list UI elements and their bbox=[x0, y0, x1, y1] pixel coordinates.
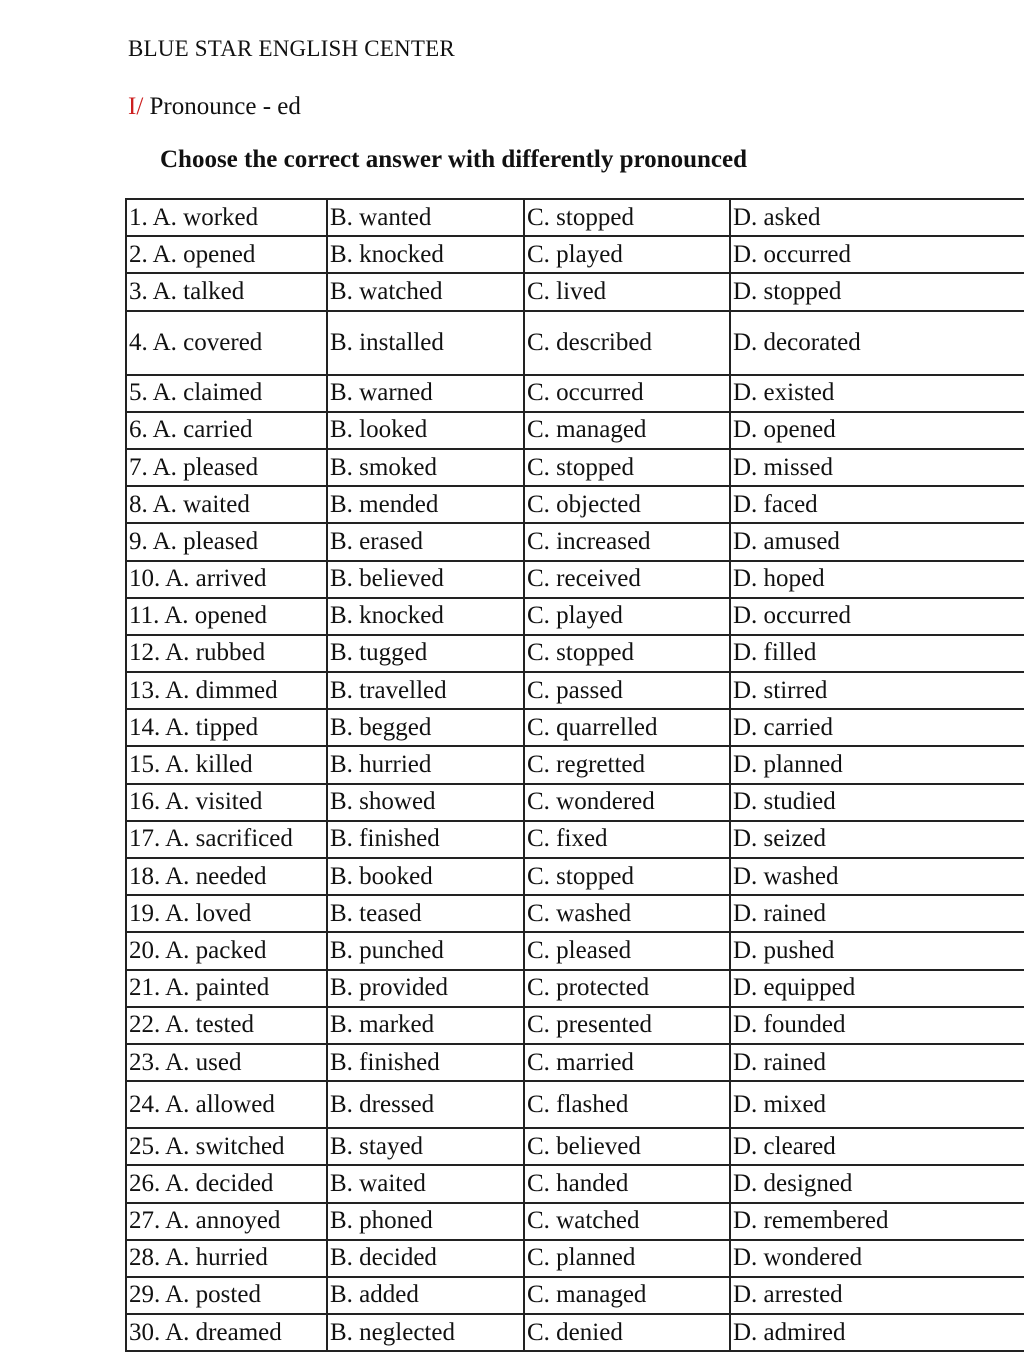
option-b-cell: B. knocked bbox=[327, 598, 524, 635]
question-row bbox=[126, 523, 1024, 560]
section-heading bbox=[128, 93, 301, 121]
option-b-cell: B. looked bbox=[327, 412, 524, 449]
option-c-cell: C. denied bbox=[524, 1314, 730, 1351]
option-b-cell: B. tugged bbox=[327, 635, 524, 672]
option-b-cell: B. smoked bbox=[327, 449, 524, 486]
question-row bbox=[126, 486, 1024, 523]
option-b-cell: B. wanted bbox=[327, 199, 524, 236]
option-b-cell: B. mended bbox=[327, 486, 524, 523]
option-a-cell: 7. A. pleased bbox=[126, 449, 327, 486]
option-a-cell: 25. A. switched bbox=[126, 1128, 327, 1165]
option-a-cell: 22. A. tested bbox=[126, 1007, 327, 1044]
option-d-cell: D. missed bbox=[730, 449, 1024, 486]
question-row bbox=[126, 449, 1024, 486]
option-b-cell: B. dressed bbox=[327, 1081, 524, 1128]
option-b-cell: B. knocked bbox=[327, 236, 524, 273]
option-c-cell: C. objected bbox=[524, 486, 730, 523]
question-row bbox=[126, 561, 1024, 598]
questions-table bbox=[125, 198, 1024, 1352]
question-row bbox=[126, 1081, 1024, 1128]
option-b-cell: B. finished bbox=[327, 1044, 524, 1081]
option-d-cell: D. hoped bbox=[730, 561, 1024, 598]
question-row bbox=[126, 1240, 1024, 1277]
option-d-cell: D. washed bbox=[730, 858, 1024, 895]
option-c-cell: C. handed bbox=[524, 1165, 730, 1202]
question-row bbox=[126, 1007, 1024, 1044]
question-row bbox=[126, 412, 1024, 449]
option-c-cell: C. planned bbox=[524, 1240, 730, 1277]
option-b-cell: B. warned bbox=[327, 375, 524, 412]
option-b-cell: B. neglected bbox=[327, 1314, 524, 1351]
option-d-cell: D. stopped bbox=[730, 273, 1024, 310]
option-d-cell: D. faced bbox=[730, 486, 1024, 523]
option-d-cell: D. rained bbox=[730, 1044, 1024, 1081]
option-b-cell: B. travelled bbox=[327, 672, 524, 709]
option-c-cell: C. fixed bbox=[524, 821, 730, 858]
question-row bbox=[126, 1128, 1024, 1165]
option-a-cell: 15. A. killed bbox=[126, 746, 327, 783]
option-a-cell: 13. A. dimmed bbox=[126, 672, 327, 709]
option-c-cell: C. occurred bbox=[524, 375, 730, 412]
option-c-cell: C. lived bbox=[524, 273, 730, 310]
option-a-cell: 17. A. sacrificed bbox=[126, 821, 327, 858]
question-row bbox=[126, 598, 1024, 635]
question-row bbox=[126, 746, 1024, 783]
option-a-cell: 30. A. dreamed bbox=[126, 1314, 327, 1351]
option-c-cell: C. passed bbox=[524, 672, 730, 709]
option-c-cell: C. received bbox=[524, 561, 730, 598]
option-b-cell: B. provided bbox=[327, 970, 524, 1007]
option-c-cell: C. presented bbox=[524, 1007, 730, 1044]
option-a-cell: 21. A. painted bbox=[126, 970, 327, 1007]
option-c-cell: C. watched bbox=[524, 1203, 730, 1240]
option-a-cell: 24. A. allowed bbox=[126, 1081, 327, 1128]
option-d-cell: D. admired bbox=[730, 1314, 1024, 1351]
option-d-cell: D. rained bbox=[730, 895, 1024, 932]
option-c-cell: C. regretted bbox=[524, 746, 730, 783]
option-c-cell: C. flashed bbox=[524, 1081, 730, 1128]
question-row bbox=[126, 821, 1024, 858]
option-d-cell: D. cleared bbox=[730, 1128, 1024, 1165]
question-row bbox=[126, 199, 1024, 236]
question-row bbox=[126, 635, 1024, 672]
option-a-cell: 3. A. talked bbox=[126, 273, 327, 310]
option-c-cell: C. managed bbox=[524, 1277, 730, 1314]
option-a-cell: 12. A. rubbed bbox=[126, 635, 327, 672]
question-row bbox=[126, 375, 1024, 412]
option-c-cell: C. stopped bbox=[524, 858, 730, 895]
option-d-cell: D. designed bbox=[730, 1165, 1024, 1202]
question-row bbox=[126, 672, 1024, 709]
option-d-cell: D. opened bbox=[730, 412, 1024, 449]
option-d-cell: D. filled bbox=[730, 635, 1024, 672]
option-a-cell: 23. A. used bbox=[126, 1044, 327, 1081]
option-a-cell: 19. A. loved bbox=[126, 895, 327, 932]
option-b-cell: B. decided bbox=[327, 1240, 524, 1277]
option-a-cell: 18. A. needed bbox=[126, 858, 327, 895]
question-row bbox=[126, 970, 1024, 1007]
option-b-cell: B. finished bbox=[327, 821, 524, 858]
option-d-cell: D. equipped bbox=[730, 970, 1024, 1007]
option-c-cell: C. stopped bbox=[524, 449, 730, 486]
option-c-cell: C. believed bbox=[524, 1128, 730, 1165]
question-row bbox=[126, 932, 1024, 969]
option-b-cell: B. showed bbox=[327, 784, 524, 821]
option-b-cell: B. phoned bbox=[327, 1203, 524, 1240]
option-b-cell: B. begged bbox=[327, 709, 524, 746]
option-c-cell: C. described bbox=[524, 311, 730, 375]
option-a-cell: 5. A. claimed bbox=[126, 375, 327, 412]
option-b-cell: B. punched bbox=[327, 932, 524, 969]
option-c-cell: C. washed bbox=[524, 895, 730, 932]
option-d-cell: D. amused bbox=[730, 523, 1024, 560]
option-c-cell: C. pleased bbox=[524, 932, 730, 969]
option-a-cell: 14. A. tipped bbox=[126, 709, 327, 746]
option-a-cell: 10. A. arrived bbox=[126, 561, 327, 598]
question-row bbox=[126, 1165, 1024, 1202]
option-d-cell: D. decorated bbox=[730, 311, 1024, 375]
question-row bbox=[126, 1314, 1024, 1351]
option-d-cell: D. founded bbox=[730, 1007, 1024, 1044]
option-d-cell: D. wondered bbox=[730, 1240, 1024, 1277]
option-c-cell: C. stopped bbox=[524, 199, 730, 236]
option-d-cell: D. arrested bbox=[730, 1277, 1024, 1314]
option-c-cell: C. stopped bbox=[524, 635, 730, 672]
option-d-cell: D. mixed bbox=[730, 1081, 1024, 1128]
option-b-cell: B. erased bbox=[327, 523, 524, 560]
question-row bbox=[126, 895, 1024, 932]
option-a-cell: 16. A. visited bbox=[126, 784, 327, 821]
option-c-cell: C. managed bbox=[524, 412, 730, 449]
option-a-cell: 20. A. packed bbox=[126, 932, 327, 969]
option-b-cell: B. waited bbox=[327, 1165, 524, 1202]
option-a-cell: 2. A. opened bbox=[126, 236, 327, 273]
option-d-cell: D. existed bbox=[730, 375, 1024, 412]
option-d-cell: D. occurred bbox=[730, 598, 1024, 635]
option-c-cell: C. increased bbox=[524, 523, 730, 560]
option-c-cell: C. married bbox=[524, 1044, 730, 1081]
option-a-cell: 29. A. posted bbox=[126, 1277, 327, 1314]
option-b-cell: B. booked bbox=[327, 858, 524, 895]
question-row bbox=[126, 784, 1024, 821]
option-c-cell: C. quarrelled bbox=[524, 709, 730, 746]
option-a-cell: 27. A. annoyed bbox=[126, 1203, 327, 1240]
option-c-cell: C. played bbox=[524, 598, 730, 635]
school-name: BLUE STAR ENGLISH CENTER bbox=[128, 36, 455, 61]
question-row bbox=[126, 273, 1024, 310]
option-d-cell: D. seized bbox=[730, 821, 1024, 858]
option-b-cell: B. added bbox=[327, 1277, 524, 1314]
option-d-cell: D. asked bbox=[730, 199, 1024, 236]
instruction-text: Choose the correct answer with differently pronounced bbox=[160, 146, 747, 173]
question-row bbox=[126, 236, 1024, 273]
option-a-cell: 9. A. pleased bbox=[126, 523, 327, 560]
option-a-cell: 11. A. opened bbox=[126, 598, 327, 635]
option-a-cell: 1. A. worked bbox=[126, 199, 327, 236]
option-a-cell: 28. A. hurried bbox=[126, 1240, 327, 1277]
option-c-cell: C. played bbox=[524, 236, 730, 273]
question-row bbox=[126, 858, 1024, 895]
option-a-cell: 6. A. carried bbox=[126, 412, 327, 449]
section-number: I/ bbox=[128, 93, 144, 120]
option-d-cell: D. studied bbox=[730, 784, 1024, 821]
option-a-cell: 8. A. waited bbox=[126, 486, 327, 523]
option-b-cell: B. watched bbox=[327, 273, 524, 310]
question-row bbox=[126, 1044, 1024, 1081]
question-row bbox=[126, 709, 1024, 746]
option-d-cell: D. pushed bbox=[730, 932, 1024, 969]
option-b-cell: B. marked bbox=[327, 1007, 524, 1044]
question-row bbox=[126, 311, 1024, 375]
option-d-cell: D. planned bbox=[730, 746, 1024, 783]
option-a-cell: 4. A. covered bbox=[126, 311, 327, 375]
option-b-cell: B. installed bbox=[327, 311, 524, 375]
question-row bbox=[126, 1277, 1024, 1314]
question-row bbox=[126, 1203, 1024, 1240]
option-d-cell: D. stirred bbox=[730, 672, 1024, 709]
section-title: Pronounce - ed bbox=[149, 93, 301, 120]
option-d-cell: D. carried bbox=[730, 709, 1024, 746]
option-b-cell: B. hurried bbox=[327, 746, 524, 783]
option-c-cell: C. protected bbox=[524, 970, 730, 1007]
option-a-cell: 26. A. decided bbox=[126, 1165, 327, 1202]
option-b-cell: B. believed bbox=[327, 561, 524, 598]
option-b-cell: B. stayed bbox=[327, 1128, 524, 1165]
option-b-cell: B. teased bbox=[327, 895, 524, 932]
option-d-cell: D. remembered bbox=[730, 1203, 1024, 1240]
option-c-cell: C. wondered bbox=[524, 784, 730, 821]
option-d-cell: D. occurred bbox=[730, 236, 1024, 273]
